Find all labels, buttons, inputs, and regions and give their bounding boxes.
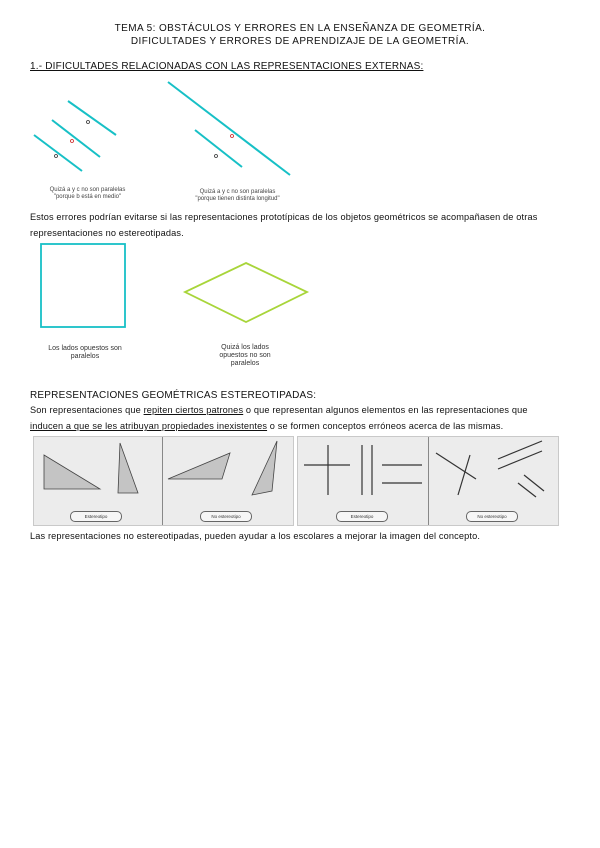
triangle-stereotype-2 [118, 443, 138, 493]
marker-a [87, 121, 90, 124]
oblique-parallel-4 [518, 483, 536, 497]
stereotype-button-1[interactable]: Estereotipo [70, 511, 122, 522]
non-stereotype-button-2[interactable]: No estereotipo [466, 511, 518, 522]
paragraph-line-2: representaciones no estereotipadas. [30, 228, 184, 238]
parallel-lines-figure-2 [160, 80, 300, 180]
parallel-lines-figure-1 [30, 95, 130, 185]
marker-long [231, 135, 234, 138]
rhombus-shape [185, 263, 307, 322]
marker-c [55, 155, 58, 158]
paragraph-line-1: Estos errores podrían evitarse si las representaciones prototípicas de los objetos geométricos se acompañasen de otras [30, 212, 538, 222]
triangle-nonstereotype-2 [252, 441, 277, 495]
text-part: Son representaciones que [30, 405, 144, 415]
non-stereotype-button-1[interactable]: No estereotipo [200, 511, 252, 522]
section-2-heading: REPRESENTACIONES GEOMÉTRICAS ESTEREOTIPADAS: [30, 390, 317, 401]
figure-1-caption-line-1: Quizá a y c no son paralelas [49, 187, 126, 193]
rhombus-caption-line-1: Quizá los lados [221, 344, 269, 351]
oblique-parallel-3 [524, 475, 544, 491]
underlined-phrase-2: inducen a que se les atribuyan propiedades inexistentes [30, 421, 268, 431]
triangle-nonstereotype-1 [168, 453, 230, 479]
rhombus-figure [183, 262, 309, 324]
figure-1-caption-line-2: "porque b está en medio" [53, 194, 122, 200]
marker-short [215, 155, 218, 158]
triangles-panel [33, 436, 294, 526]
stereotyped-line-1 [30, 402, 590, 418]
lines-panel [297, 436, 559, 526]
oblique-line-2 [458, 455, 470, 495]
oblique-parallel-1 [498, 441, 542, 459]
figure-2-caption-line-1: Quizá a y c no son paralelas [199, 189, 276, 195]
rhombus-caption-line-3: paralelos [230, 360, 260, 367]
triangle-stereotype-1 [44, 455, 100, 489]
stereotype-button-2[interactable]: Estereotipo [336, 511, 388, 522]
marker-b [71, 140, 74, 143]
oblique-parallel-2 [498, 451, 542, 469]
rhombus-caption-line-2: opuestos no son [219, 352, 271, 359]
stereotyped-line-2 [30, 418, 590, 434]
paragraph-stereotyped [30, 402, 590, 434]
title-line-1: TEMA 5: OBSTÁCULOS Y ERRORES EN LA ENSEÑANZA DE GEOMETRÍA. [114, 23, 486, 34]
section-1-heading: 1.- DIFICULTADES RELACIONADAS CON LAS REPRESENTACIONES EXTERNAS: [30, 61, 424, 72]
text-part: o que representan algunos elementos en las representaciones que [243, 405, 528, 415]
line-b [52, 120, 100, 157]
line-c [34, 135, 82, 171]
line-long [168, 82, 290, 175]
line-a [68, 101, 116, 135]
square-figure [40, 243, 128, 329]
closing-sentence: Las representaciones no estereotipadas, pueden ayudar a los escolares a mejorar la imagen del concepto. [30, 531, 481, 541]
square-caption-line-1: Los lados opuestos son [48, 345, 122, 352]
square-shape [41, 244, 125, 327]
line-short [195, 130, 242, 167]
underlined-phrase-1: repiten ciertos patrones [143, 405, 244, 415]
figure-2-caption-line-2: "porque tienen distinta longitud" [195, 196, 280, 202]
text-part: o se formen conceptos erróneos acerca de las mismas. [267, 421, 504, 431]
paragraph-avoid-errors [30, 209, 575, 241]
square-caption-line-2: paralelos [70, 353, 100, 360]
title-line-2: DIFICULTADES Y ERRORES DE APRENDIZAJE DE LA GEOMETRÍA. [130, 36, 470, 47]
